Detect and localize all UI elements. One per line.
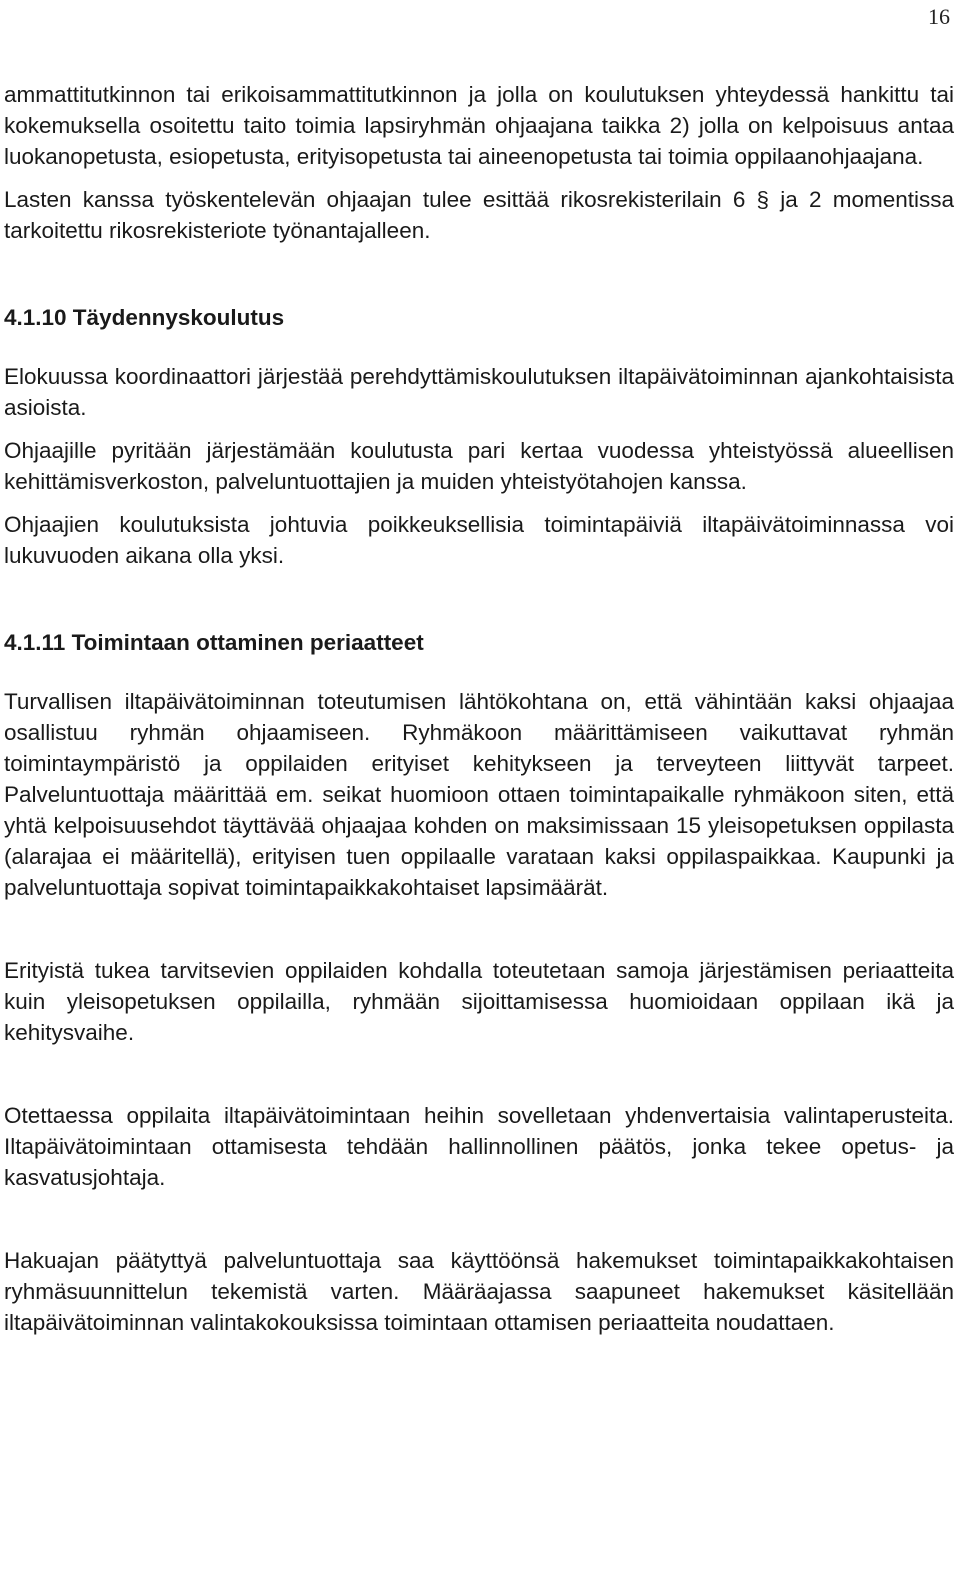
paragraph-application-handling: Hakuajan päätyttyä palveluntuottaja saa käyttöönsä hakemukset toimintapaikkakohtaisen ryhmäsuunnittelun tekemistä varten. Määräajassa saapuneet hakemukset käsitellään iltapäivätoiminnan valintakokouksissa toimintaan ottamisen periaatteita noudattaen. [4,1248,954,1335]
paragraph-special-support: Erityistä tukea tarvitsevien oppilaiden kohdalla toteutetaan samoja järjestämisen periaatteita kuin yleisopetuksen oppilailla, ryhmään sijoittamisessa huomioidaan oppilaan ikä ja kehitysvaihe. [4,958,954,1045]
document-body [4,79,954,1338]
paragraph-qualifications: ammattitutkinnon tai erikoisammattitutkinnon ja jolla on koulutuksen yhteydessä hankittu tai kokemuksella osoitettu taito toimia lapsiryhmän ohjaajana taikka 2) jolla on kelpoisuus antaa luokanopetusta, esiopetusta, erityisopetusta tai aineenopetusta tai toimia oppilaanohjaajana. [4,82,954,169]
heading-supplementary-training: 4.1.10 Täydennyskoulutus [4,305,285,330]
paragraph-exceptional-days: Ohjaajien koulutuksista johtuvia poikkeuksellisia toimintapäiviä iltapäivätoiminnassa voi lukuvuoden aikana olla yksi. [4,512,954,568]
paragraph-selection-criteria: Otettaessa oppilaita iltapäivätoimintaan heihin sovelletaan yhdenvertaisia valintaperusteita. Iltapäivätoimintaan ottamisesta tehdään hallinnollinen päätös, jonka tekee opetus- ja kasvatusjohtaja. [4,1103,954,1190]
heading-admission-principles: 4.1.11 Toimintaan ottaminen periaatteet [4,630,424,655]
paragraph-orientation-training: Elokuussa koordinaattori järjestää perehdyttämiskoulutuksen iltapäivätoiminnan ajankohtaisista asioista. [4,364,954,420]
paragraph-group-size: Turvallisen iltapäivätoiminnan toteutumisen lähtökohtana on, että vähintään kaksi ohjaajaa osallistuu ryhmän ohjaamiseen. Ryhmäkoon määrittämiseen vaikuttavat ryhmän toimintaympäristö ja oppilaiden erityiset kehitykseen ja terveyteen liittyvät tarpeet. Palveluntuottaja määrittää em. seikat huomioon ottaen toimintapaikalle ryhmäkoon siten, että yhtä kelpoisuusehdot täyttävää ohjaajaa kohden on maksimissaan 15 yleisopetuksen oppilasta (alarajaa ei määritellä), erityisen tuen oppilaalle varataan kaksi oppilaspaikkaa. Kaupunki ja palveluntuottaja sopivat toimintapaikkakohtaiset lapsimäärät. [4,689,954,900]
page-number: 16 [928,4,950,29]
paragraph-training-frequency: Ohjaajille pyritään järjestämään koulutusta pari kertaa vuodessa yhteistyössä alueellisen kehittämisverkoston, palveluntuottajien ja muiden yhteistyötahojen kanssa. [4,438,954,494]
paragraph-criminal-record: Lasten kanssa työskentelevän ohjaajan tulee esittää rikosrekisterilain 6 § ja 2 momentissa tarkoitettu rikosrekisteriote työnantajalleen. [4,187,954,243]
